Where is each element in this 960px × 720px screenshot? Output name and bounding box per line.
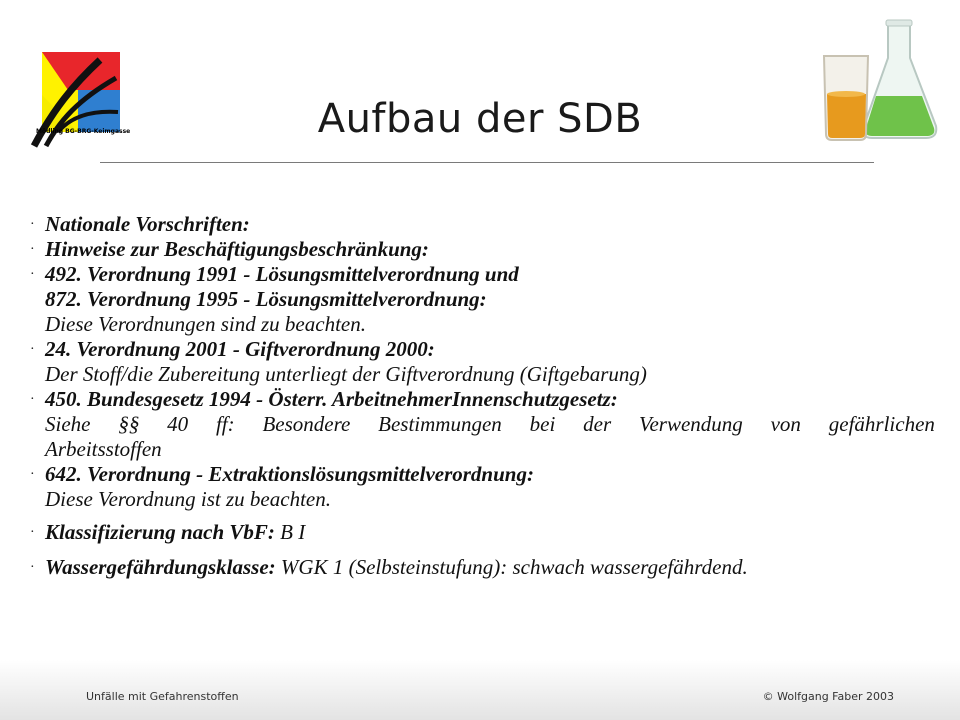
- list-item: [30, 212, 930, 237]
- item-label: Klassifizierung nach VbF:: [45, 520, 275, 544]
- bullet: ·: [30, 392, 35, 407]
- item-detail-text: Arbeitsstoffen: [45, 437, 162, 461]
- list-item: [30, 262, 930, 287]
- item-line: [45, 520, 305, 545]
- detail-word: §§: [118, 412, 140, 436]
- item-detail-text: Der Stoff/die Zubereitung unterliegt der Giftverordnung (Giftgebarung): [45, 362, 647, 386]
- item-detail: [30, 362, 930, 387]
- item-label: Hinweise zur Beschäftigungsbeschränkung:: [45, 237, 429, 261]
- detail-word: der: [583, 412, 612, 436]
- item-label: 872. Verordnung 1995 - Lösungsmittelverordnung:: [45, 287, 487, 311]
- bullet: ·: [30, 525, 35, 540]
- item-label: 24. Verordnung 2001 - Giftverordnung 2000:: [45, 337, 435, 361]
- bullet: ·: [30, 560, 35, 575]
- item-value: B I: [280, 520, 306, 544]
- item-label: 642. Verordnung - Extraktionslösungsmittelverordnung:: [45, 462, 534, 486]
- list-item: [30, 555, 930, 580]
- detail-word: von: [770, 412, 801, 436]
- item-detail-text: Diese Verordnung ist zu beachten.: [45, 487, 331, 511]
- item-label: Wassergefährdungsklasse:: [45, 555, 276, 579]
- item-detail: [30, 312, 930, 337]
- list-item: [30, 337, 930, 362]
- slide-title: Aufbau der SDB: [317, 96, 643, 142]
- list-item: [30, 387, 930, 412]
- logo-caption: Mödling BG-BRG-Keimgasse: [36, 128, 131, 135]
- list-item: [30, 237, 930, 262]
- detail-word: gefährlichen: [828, 412, 935, 436]
- detail-word: bei: [529, 412, 556, 436]
- item-line: [45, 555, 748, 580]
- item-detail: [30, 437, 930, 462]
- footer-right-text: © Wolfgang Faber 2003: [762, 690, 894, 703]
- bullet: ·: [30, 217, 35, 232]
- sdb-content: [30, 212, 935, 580]
- item-detail: [30, 487, 930, 512]
- bullet: ·: [30, 342, 35, 357]
- footer-left-text: Unfälle mit Gefahrenstoffen: [86, 690, 239, 703]
- detail-word: Bestimmungen: [378, 412, 502, 436]
- list-item: [30, 462, 930, 487]
- detail-word: Verwendung: [638, 412, 743, 436]
- item-label: Nationale Vorschriften:: [45, 212, 250, 236]
- bullet: ·: [30, 467, 35, 482]
- detail-word: Siehe: [45, 412, 91, 436]
- title-divider: [100, 162, 874, 163]
- bullet: ·: [30, 242, 35, 257]
- item-label: 450. Bundesgesetz 1994 - Österr. ArbeitnehmerInnenschutzgesetz:: [45, 387, 618, 411]
- item-value: WGK 1 (Selbsteinstufung): schwach wassergefährdend.: [280, 555, 748, 579]
- list-item-continuation: [30, 287, 930, 312]
- item-detail-text: Diese Verordnungen sind zu beachten.: [45, 312, 366, 336]
- item-detail-text: [45, 412, 935, 437]
- detail-word: 40: [167, 412, 189, 436]
- detail-word: Besondere: [262, 412, 351, 436]
- item-label: 492. Verordnung 1991 - Lösungsmittelverordnung und: [45, 262, 519, 286]
- item-detail: [30, 412, 935, 437]
- bullet: ·: [30, 267, 35, 282]
- list-item: [30, 520, 930, 545]
- detail-word: ff:: [215, 412, 235, 436]
